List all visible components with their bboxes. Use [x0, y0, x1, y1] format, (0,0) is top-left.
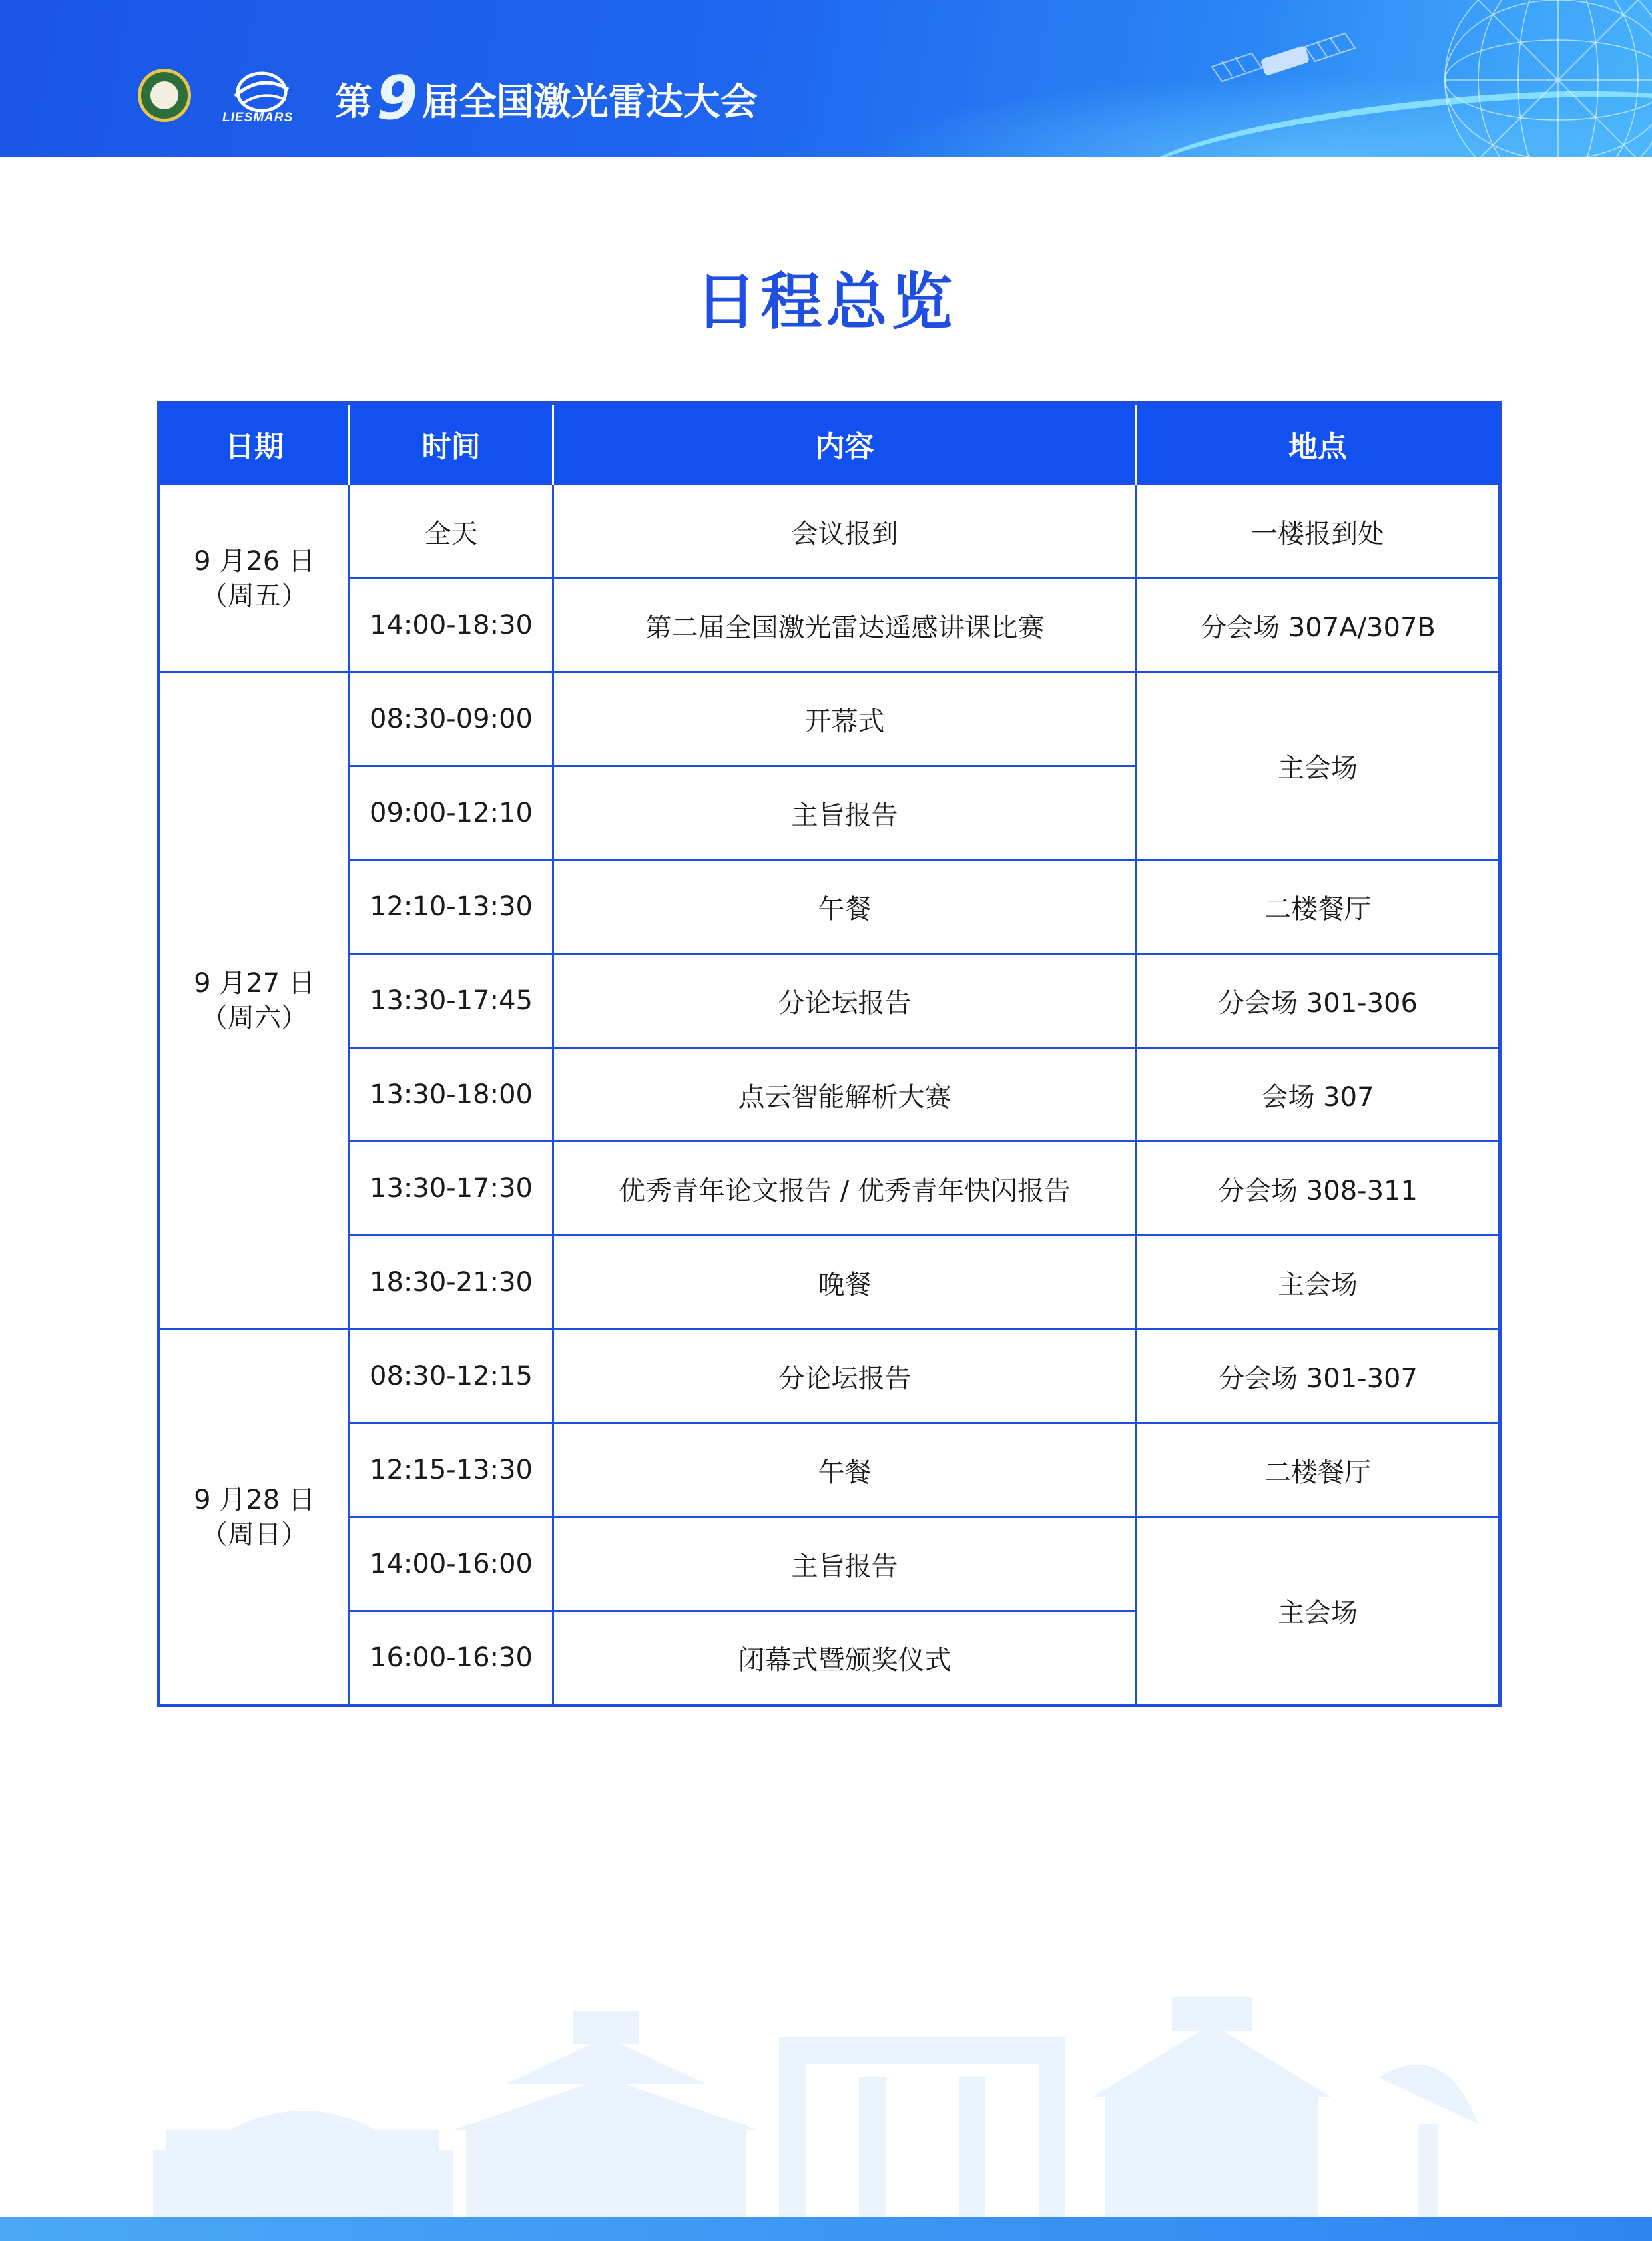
location-cell: 二楼餐厅 — [1137, 1423, 1500, 1517]
header-date: 日期 — [159, 403, 350, 485]
weekday-text: （周六） — [201, 1003, 308, 1033]
time-cell: 16:00-16:30 — [350, 1611, 553, 1706]
location-cell: 主会场 — [1137, 1236, 1500, 1330]
conference-title-suffix: 届全国激光雷达大会 — [421, 81, 758, 124]
location-cell: 主会场 — [1137, 1517, 1500, 1706]
time-cell: 13:30-17:30 — [350, 1142, 553, 1236]
content-cell: 分论坛报告 — [553, 954, 1137, 1048]
content-cell: 点云智能解析大赛 — [553, 1048, 1137, 1142]
content-cell: 优秀青年论文报告 / 优秀青年快闪报告 — [553, 1142, 1137, 1236]
conference-title-prefix: 第 — [335, 81, 372, 124]
time-cell: 14:00-16:00 — [350, 1517, 553, 1611]
campus-skyline-illustration — [0, 1997, 1652, 2217]
table-row — [159, 1423, 1500, 1517]
date-text: 9 月28 日 — [194, 1484, 315, 1515]
weekday-text: （周五） — [201, 580, 308, 611]
location-cell: 分会场 308-311 — [1137, 1142, 1500, 1236]
table-row — [159, 579, 1500, 672]
header-content: 内容 — [553, 403, 1137, 485]
time-cell: 08:30-12:15 — [350, 1330, 553, 1423]
header-location: 地点 — [1137, 403, 1500, 485]
time-cell: 09:00-12:10 — [350, 766, 553, 860]
content-cell: 午餐 — [553, 860, 1137, 954]
location-cell: 分会场 301-306 — [1137, 954, 1500, 1048]
location-cell: 分会场 307A/307B — [1137, 579, 1500, 672]
content-cell: 闭幕式暨颁奖仪式 — [553, 1611, 1137, 1706]
content-cell: 晚餐 — [553, 1236, 1137, 1330]
content-cell: 分论坛报告 — [553, 1330, 1137, 1423]
table-row — [159, 1330, 1500, 1423]
time-cell: 18:30-21:30 — [350, 1236, 553, 1330]
table-row — [159, 860, 1500, 954]
schedule-table — [157, 401, 1502, 1707]
location-cell: 主会场 — [1137, 672, 1500, 860]
table-header-row — [159, 403, 1500, 485]
header-time: 时间 — [350, 403, 553, 485]
table-row — [159, 1142, 1500, 1236]
satellite-icon — [1205, 27, 1365, 100]
table-row — [159, 672, 1500, 766]
table-row — [159, 1048, 1500, 1142]
time-cell: 12:15-13:30 — [350, 1423, 553, 1517]
time-cell: 12:10-13:30 — [350, 860, 553, 954]
date-cell — [159, 672, 350, 1330]
content-cell: 会议报到 — [553, 485, 1137, 579]
content-cell: 主旨报告 — [553, 1517, 1137, 1611]
time-cell: 13:30-18:00 — [350, 1048, 553, 1142]
table-row — [159, 1517, 1500, 1611]
liesmars-logo-text: LIESMARS — [222, 111, 294, 124]
weekday-text: （周日） — [201, 1519, 308, 1550]
content-cell: 第二届全国激光雷达遥感讲课比赛 — [553, 579, 1137, 672]
date-cell — [159, 1330, 350, 1706]
time-cell: 全天 — [350, 485, 553, 579]
content-cell: 开幕式 — [553, 672, 1137, 766]
conference-title — [335, 63, 758, 133]
location-cell: 一楼报到处 — [1137, 485, 1500, 579]
content-cell: 主旨报告 — [553, 766, 1137, 860]
table-row — [159, 485, 1500, 579]
time-cell: 13:30-17:45 — [350, 954, 553, 1048]
table-row — [159, 954, 1500, 1048]
time-cell: 08:30-09:00 — [350, 672, 553, 766]
table-row — [159, 1236, 1500, 1330]
university-seal-logo — [138, 69, 191, 122]
time-cell: 14:00-18:30 — [350, 579, 553, 672]
location-cell: 分会场 301-307 — [1137, 1330, 1500, 1423]
date-text: 9 月27 日 — [194, 968, 315, 999]
page-title: 日程总览 — [695, 266, 957, 338]
location-cell: 二楼餐厅 — [1137, 860, 1500, 954]
header-banner — [0, 0, 1652, 157]
date-cell — [159, 485, 350, 672]
footer-bar — [0, 2217, 1652, 2241]
date-text: 9 月26 日 — [194, 545, 315, 577]
globe-icon — [1438, 0, 1652, 157]
location-cell: 会场 307 — [1137, 1048, 1500, 1142]
content-cell: 午餐 — [553, 1423, 1137, 1517]
conference-title-number: 9 — [376, 63, 418, 133]
